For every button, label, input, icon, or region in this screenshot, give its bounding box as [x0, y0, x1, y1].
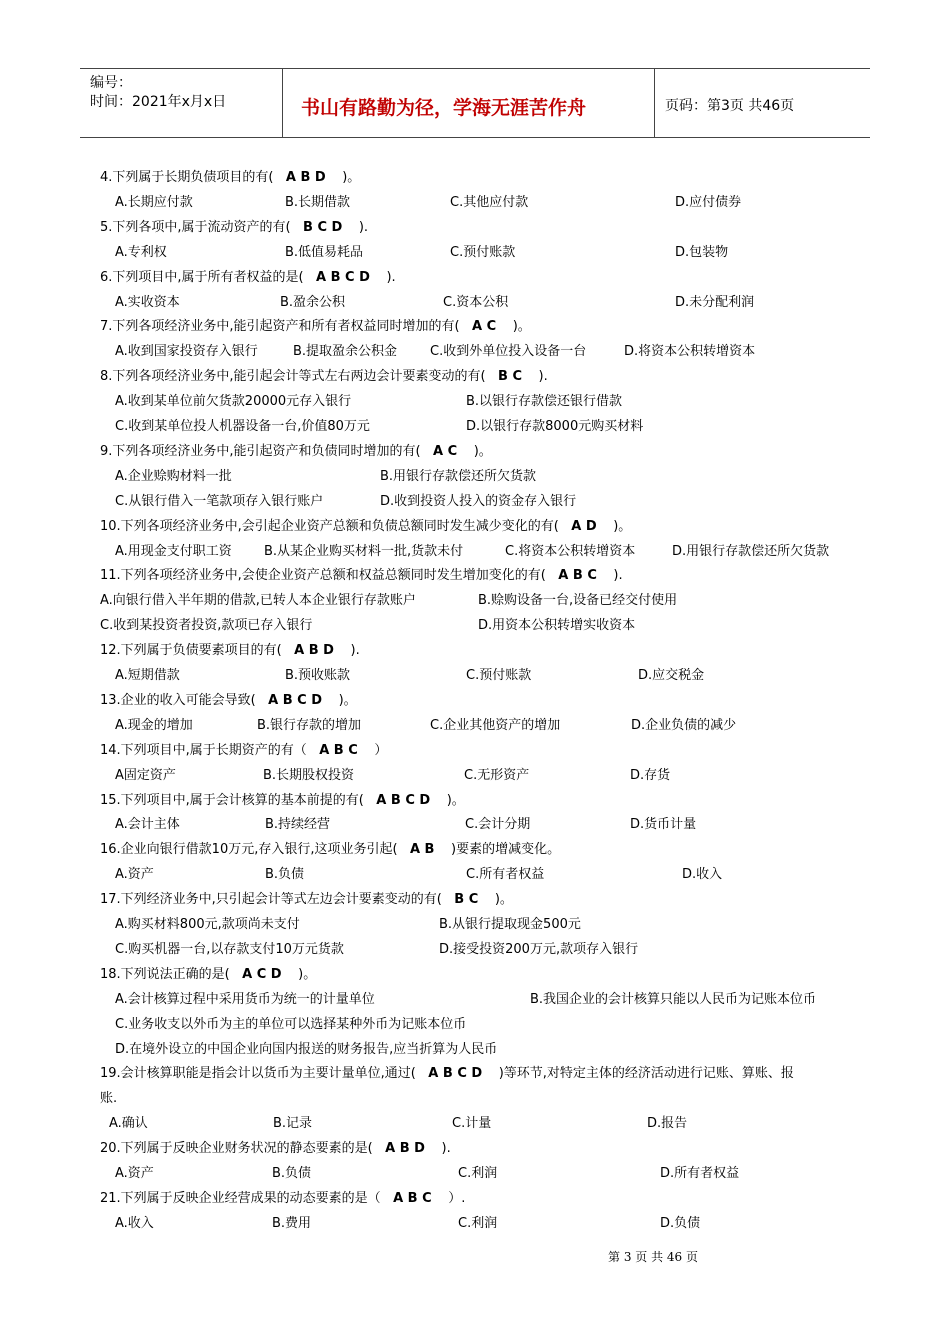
answer-option: A.资产 — [115, 1166, 154, 1181]
answer-option: B.长期股权投资 — [263, 767, 355, 783]
question-stem-text: 9.下列各项经济业务中,能引起资产和负债同时增加的有( — [100, 443, 421, 459]
question-stem-end: ）. — [448, 1190, 466, 1206]
answer-letters: A B D — [285, 170, 326, 185]
question-stem — [100, 789, 465, 808]
question-stem-end: )。 — [338, 692, 357, 708]
question-stem — [100, 564, 623, 583]
answer-option: A.确认 — [109, 1116, 148, 1132]
answer-option: B.长期借款 — [285, 194, 351, 210]
question-stem-text: 11.下列各项经济业务中,会使企业资产总额和权益总额同时发生增加变化的有( — [100, 568, 546, 584]
answer-letters: B C — [454, 892, 479, 908]
question-stem-text: 7.下列各项经济业务中,能引起资产和所有者权益同时增加的有( — [100, 319, 460, 335]
question-stem — [100, 216, 368, 235]
question-stem — [100, 1062, 794, 1081]
question-stem — [100, 365, 548, 384]
answer-option: D.所有者权益 — [660, 1166, 740, 1181]
answer-option: A.收到某单位前欠货款20000元存入银行 — [115, 394, 352, 410]
answer-option: C.从银行借入一笔款项存入银行账户 — [115, 493, 324, 509]
question-stem-text: 4.下列属于长期负债项目的有( — [100, 170, 274, 185]
answer-option: A.实收资本 — [115, 294, 180, 310]
question-stem-end: )要素的增减变化。 — [451, 842, 561, 858]
question-stem-end: ). — [441, 1141, 451, 1157]
answer-option: D.将资本公积转增资本 — [624, 344, 756, 360]
answer-option: A.会计核算过程中采用货币为统一的计量单位 — [115, 991, 375, 1007]
answer-letters: A B C D — [376, 792, 431, 808]
question-stem-text: 13.企业的收入可能会导致( — [100, 692, 256, 708]
answer-option: A.购买材料800元,款项尚未支付 — [115, 917, 300, 932]
answer-option: C.所有者权益 — [466, 867, 545, 883]
header-meta — [80, 69, 283, 137]
question-stem-text: 6.下列项目中,属于所有者权益的是( — [100, 269, 304, 285]
answer-option: A.向银行借入半年期的借款,已转人本企业银行存款账户 — [100, 593, 416, 609]
question-stem-text: 14.下列项目中,属于长期资产的有（ — [100, 742, 307, 758]
answer-option: D.应付债券 — [675, 194, 742, 210]
question-stem-text: 15.下列项目中,属于会计核算的基本前提的有( — [100, 792, 364, 808]
question-stem-end: )。 — [473, 443, 492, 459]
question-stem — [100, 963, 316, 982]
page-footer: 第 3 页 共 46 页 — [608, 1250, 698, 1264]
answer-letters: A C — [472, 319, 497, 335]
question-stem — [100, 315, 531, 334]
answer-letters: A B C D — [428, 1066, 483, 1082]
header-page-cell — [655, 69, 870, 137]
answer-option: C.业务收支以外币为主的单位可以选择某种外币为记账本位币 — [115, 1016, 467, 1032]
answer-option: D.负债 — [660, 1215, 701, 1231]
answer-option: C.其他应付款 — [450, 194, 529, 210]
answer-option: A.专利权 — [115, 244, 167, 260]
question-stem-end: )。 — [342, 170, 361, 185]
question-stem — [100, 266, 396, 285]
answer-letters: A C D — [242, 966, 282, 982]
answer-letters: A B — [409, 842, 435, 858]
answer-letters: A B C D — [268, 692, 323, 708]
question-stem-end: ). — [350, 643, 360, 659]
page-header — [80, 68, 870, 138]
answer-option: D.存货 — [630, 767, 671, 783]
question-stem-end: )等环节,对特定主体的经济活动进行记账、算账、报 — [498, 1066, 794, 1082]
answer-option: D.用资本公积转增实收资本 — [478, 618, 636, 634]
question-stem-text: 16.企业向银行借款10万元,存入银行,这项业务引起( — [100, 842, 398, 858]
question-stem-text: 17.下列经济业务中,只引起会计等式左边会计要素变动的有( — [100, 892, 442, 908]
answer-option: A.长期应付款 — [115, 194, 193, 210]
answer-option: D.收到投资人投入的资金存入银行 — [380, 493, 577, 509]
question-stem-continued: 账. — [100, 1091, 118, 1107]
answer-option: C.计量 — [452, 1116, 492, 1132]
question-stem — [100, 515, 631, 534]
answer-option: B.盈余公积 — [280, 294, 346, 310]
answer-option: B.负债 — [272, 1166, 312, 1181]
answer-option: A.收入 — [115, 1215, 154, 1231]
answer-option: D.企业负债的减少 — [631, 717, 737, 733]
answer-option: C.收到某单位投人机器设备一台,价值80万元 — [115, 419, 370, 434]
header-motto: 书山有路勤为径，学海无涯苦作舟 — [301, 97, 587, 119]
question-stem-text: 8.下列各项经济业务中,能引起会计等式左右两边会计要素变动的有( — [100, 369, 486, 385]
document-date-label: 时间：2021年x月x日 — [90, 94, 227, 110]
answer-option: C.资本公积 — [443, 294, 509, 310]
answer-option: A.企业赊购材料一批 — [115, 468, 232, 484]
answer-option: A.收到国家投资存入银行 — [115, 344, 258, 360]
answer-option: C.会计分期 — [465, 817, 531, 833]
question-stem — [100, 689, 357, 708]
answer-option: A.现金的增加 — [115, 717, 193, 733]
question-stem-text: 12.下列属于负债要素项目的有( — [100, 643, 282, 659]
question-stem — [100, 1187, 465, 1206]
question-stem-text: 21.下列属于反映企业经营成果的动态要素的是（ — [100, 1190, 381, 1206]
question-stem-text: 10.下列各项经济业务中,会引起企业资产总额和负债总额同时发生减少变化的有( — [100, 518, 559, 534]
answer-option: A.会计主体 — [115, 817, 180, 833]
question-stem-text: 20.下列属于反映企业财务状况的静态要素的是( — [100, 1141, 373, 1157]
answer-letters: A D — [571, 518, 597, 534]
question-stem-end: )。 — [298, 966, 317, 982]
question-stem-text: 18.下列说法正确的是( — [100, 966, 230, 982]
answer-option: D.未分配利润 — [675, 294, 755, 310]
question-stem-end: ). — [538, 369, 548, 385]
answer-option: B.我国企业的会计核算只能以人民币为记账本位币 — [530, 991, 817, 1007]
document-number-label: 编号： — [90, 75, 132, 91]
answer-option: C.将资本公积转增资本 — [505, 543, 636, 559]
header-page-number: 页码：第3页 共46页 — [665, 98, 795, 114]
answer-letters: A B C D — [316, 269, 370, 285]
answer-option: D.货币计量 — [630, 817, 697, 833]
answer-option: B.负债 — [265, 867, 305, 883]
answer-letters: B C D — [303, 219, 343, 235]
answer-option: D.用银行存款偿还所欠货款 — [672, 543, 830, 559]
answer-option: A.用现金支付职工资 — [115, 543, 232, 559]
question-stem-text: 19.会计核算职能是指会计以货币为主要计量单位,通过( — [100, 1066, 416, 1082]
answer-option: B.低值易耗品 — [285, 244, 364, 260]
answer-option: B.持续经营 — [265, 817, 331, 833]
answer-option: A.资产 — [115, 867, 154, 883]
answer-option: B.提取盈余公积金 — [293, 344, 398, 360]
answer-letters: A B C — [558, 568, 597, 584]
answer-option: B.银行存款的增加 — [257, 717, 362, 733]
question-stem — [100, 838, 560, 857]
answer-option: C.收到外单位投入设备一台 — [430, 344, 587, 360]
question-stem-end: )。 — [494, 892, 513, 908]
answer-option: B.用银行存款偿还所欠货款 — [380, 468, 537, 484]
answer-option: D.收入 — [682, 867, 723, 883]
header-motto-cell — [283, 69, 655, 137]
answer-option: C.预付账款 — [466, 668, 532, 683]
question-stem-end: ). — [613, 568, 623, 584]
question-stem-end: ） — [374, 742, 388, 758]
answer-option: D.包装物 — [675, 244, 729, 260]
question-stem — [100, 440, 492, 459]
answer-option: D.接受投资200万元,款项存入银行 — [439, 941, 639, 957]
question-stem-text: 5.下列各项中,属于流动资产的有( — [100, 219, 291, 235]
answer-option: C.购买机器一台,以存款支付10万元货款 — [115, 941, 344, 957]
answer-option: B.费用 — [272, 1215, 312, 1231]
answer-option: C.利润 — [458, 1215, 498, 1231]
answer-option: D.在境外设立的中国企业向国内报送的财务报告,应当折算为人民币 — [115, 1041, 498, 1057]
answer-option: C.无形资产 — [464, 767, 530, 783]
answer-option: B.以银行存款偿还银行借款 — [466, 394, 623, 410]
answer-option: A固定资产 — [115, 767, 176, 783]
answer-option: C.预付账款 — [450, 244, 516, 260]
question-stem — [100, 639, 360, 658]
question-stem — [100, 1137, 451, 1156]
answer-option: C.企业其他资产的增加 — [430, 717, 561, 733]
answer-option: B.赊购设备一台,设备已经交付使用 — [478, 593, 678, 609]
answer-letters: B C — [498, 369, 522, 385]
answer-option: B.预收账款 — [285, 668, 351, 683]
question-stem — [100, 166, 360, 185]
question-stem-end: )。 — [446, 792, 465, 808]
answer-letters: A B D — [294, 643, 334, 659]
answer-option: A.短期借款 — [115, 668, 180, 683]
question-stem-end: ). — [386, 269, 396, 285]
answer-option: D.应交税金 — [638, 668, 705, 683]
answer-option: D.报告 — [647, 1116, 688, 1132]
answer-letters: A C — [433, 443, 458, 459]
answer-option: C.收到某投资者投资,款项已存入银行 — [100, 618, 313, 634]
question-stem-end: ). — [358, 219, 369, 235]
answer-letters: A B D — [385, 1141, 425, 1157]
question-stem — [100, 888, 513, 907]
answer-option: B.从银行提取现金500元 — [439, 917, 581, 932]
answer-option: C.利润 — [458, 1166, 498, 1181]
answer-option: B.从某企业购买材料一批,货款未付 — [264, 543, 464, 559]
question-stem-end: )。 — [613, 518, 632, 534]
answer-option: B.记录 — [273, 1116, 313, 1132]
question-stem — [100, 739, 387, 758]
answer-option: D.以银行存款8000元购买材料 — [466, 419, 644, 434]
answer-letters: A B C — [319, 742, 358, 758]
question-stem-end: )。 — [512, 319, 531, 335]
answer-letters: A B C — [393, 1190, 432, 1206]
